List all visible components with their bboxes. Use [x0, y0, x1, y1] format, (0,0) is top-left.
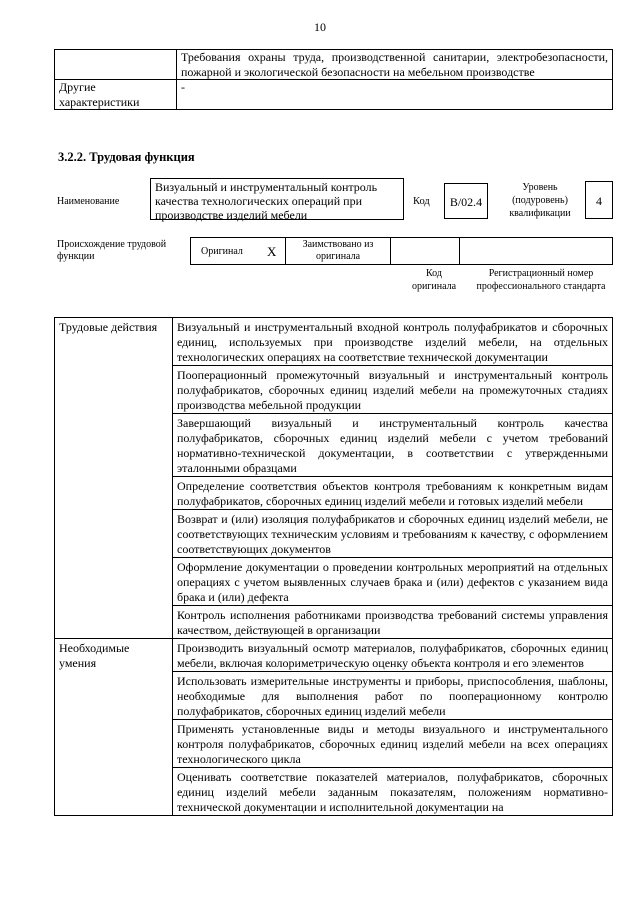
labor-action-item: Оформление документации о проведении контрольных мероприятий на отдельных операциях с учетом выявленных случаев брака и (или) дефектов с указанием вида брака и (или) дефекта — [173, 558, 613, 606]
row-label-other-characteristics: Другие характеристики — [55, 80, 177, 110]
code-label: Код — [413, 196, 430, 207]
function-code: В/02.4 — [444, 183, 488, 219]
original-mark: X — [267, 244, 277, 259]
origin-code-cell — [390, 237, 460, 265]
labor-action-item: Пооперационный промежуточный визуальный и инструментальный контроль полуфабрикатов, сборочных единиц изделий мебели на промежуточных стадиях производства мебельной продукции — [173, 366, 613, 414]
level-label: Уровень (подуровень) квалификации — [509, 182, 571, 219]
labor-action-item: Завершающий визуальный и инструментальный контроль качества полуфабрикатов, сборочных единиц изделий мебели с учетом требований нормативно-технической документации, в соответствии с утвержденными эталонными образцами — [173, 414, 613, 477]
top-table — [54, 49, 613, 110]
qualification-level: 4 — [585, 181, 613, 219]
row-text: Требования охраны труда, производственной санитарии, электробезопасности, пожарной и экологической безопасности на мебельном производстве — [177, 50, 613, 80]
skill-item: Применять установленные виды и методы визуального и инструментального контроля полуфабрикатов, сборочных единиц изделий мебели на всех операциях технологического цикла — [173, 720, 613, 768]
skill-item: Использовать измерительные инструменты и приборы, приспособления, шаблоны, необходимые для выполнения работ по пооперационному контролю полуфабрикатов, сборочных единиц изделий мебели — [173, 672, 613, 720]
section-heading: 3.2.2. Трудовая функция — [58, 150, 195, 164]
original-label: Оригинал — [201, 246, 243, 257]
name-label: Наименование — [57, 196, 120, 207]
registration-number-caption: Регистрационный номер профессионального стандарта — [476, 268, 606, 292]
labor-action-item: Визуальный и инструментальный входной контроль полуфабрикатов и сборочных единиц, используемых при производстве изделий мебели, на отдельных технологических операциях на соответствие технической документации — [173, 318, 613, 366]
skills-label: Необходимые умения — [55, 639, 173, 816]
table-row — [55, 50, 613, 80]
page-number: 10 — [314, 20, 326, 34]
function-name: Визуальный и инструментальный контроль качества технологических операций при производстве изделий мебели — [150, 178, 404, 220]
labor-action-item: Возврат и (или) изоляция полуфабрикатов и сборочных единиц изделий мебели, не соответствующих техническим условиям и требованиям к качеству, с оформлением соответствующих документов — [173, 510, 613, 558]
labor-action-item: Контроль исполнения работниками производства требований системы управления качеством, действующей в организации — [173, 606, 613, 639]
origin-label: Происхождение трудовой функции — [57, 239, 167, 262]
original-cell — [190, 237, 286, 265]
labor-actions-label: Трудовые действия — [55, 318, 173, 639]
table-row — [55, 318, 613, 366]
labor-action-item: Определение соответствия объектов контроля требованиям к конкретным видам полуфабрикатов, сборочных единиц изделий мебели и готовых изделий мебели — [173, 477, 613, 510]
table-row — [55, 80, 613, 110]
skill-item: Оценивать соответствие показателей материалов, полуфабрикатов, сборочных единиц изделий мебели заданным показателям, положениям нормативно-технической документации и исполнительной документации на — [173, 768, 613, 816]
table-row — [55, 639, 613, 672]
code-original-caption: Код оригинала — [411, 268, 457, 292]
row-text: - — [177, 80, 613, 110]
registration-number-cell — [459, 237, 613, 265]
function-table — [54, 317, 613, 816]
borrowed-label: Заимствовано из оригинала — [285, 237, 391, 265]
skill-item: Производить визуальный осмотр материалов, полуфабрикатов, сборочных единиц мебели, включая колориметрическую оценку объекта контроля и его элементов — [173, 639, 613, 672]
row-label — [55, 50, 177, 80]
